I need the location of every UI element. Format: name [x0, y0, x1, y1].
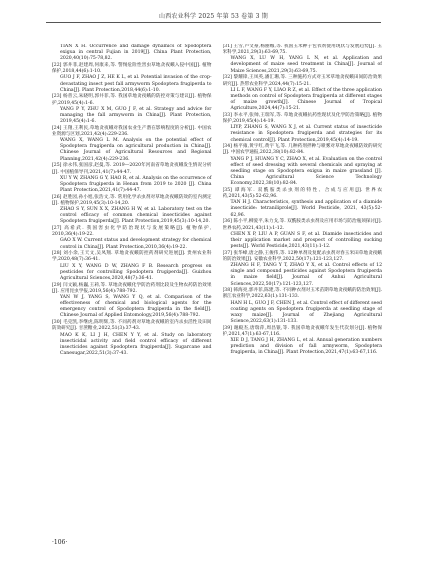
reference-chinese-text: 高希武. 我国害虫化学防治现状与发展策略[J]. 植物保护, 2010,36(4):19-22. [52, 226, 212, 238]
reference-entry [223, 219, 383, 250]
reference-number: [33] [222, 112, 232, 118]
reference-english-text: ZHANG H F, TANG Y T, ZHAO Y X, et al. Control effects of 12 single and compound pesticides against Spodoptera frugiperda in maize field[J]. Journal of Anhui Agricultural Sciences,2022,50(17):121-123,127. [230, 263, 382, 287]
reference-entry [223, 75, 383, 112]
reference-english-text: MAO K K, LI J H, CHEN Y Y, et al. Study on laboratory insecticidal activity and field control efficacy of different insecticides against Spodoptera frugiperda[J]. Sugarcane and Canesugar,2022,51(3):37-43. [60, 332, 212, 356]
reference-entry [52, 94, 212, 125]
reference-english-text: XU Y W, ZHANG G Y, HAO R, et al. Analysis on the occurrence of Spodoptera frugiperda in Henan from 2019 to 2020 [J]. China Plant Protection,2021,41(7):44-47. [60, 175, 212, 193]
reference-chinese-text: 杨普云,朱晓明,郭井菲,等. 我国草地贪夜蛾的防控对策与建议[J]. 植物保护,2019,45(4):1-6. [52, 94, 212, 106]
reference-number: [30] [52, 320, 62, 326]
reference-number: [39] [222, 325, 232, 331]
reference-number: [29] [52, 282, 62, 288]
page-number: ·106· [52, 539, 68, 546]
reference-chinese-text: 刘小余,王天文,吴凤翔. 草地贪夜蛾防控药剂研究进展[J]. 贵州农业科学,2020,48(7):36-41. [52, 251, 212, 263]
reference-entry [52, 126, 212, 163]
reference-number: [36] [222, 219, 232, 225]
reference-entry [52, 251, 212, 282]
reference-chinese-text: 张华峰,唐之静,王俊伟,等. 12种单剂及复配杀虫剂对春玉米田草地贪夜蛾的防治效果[J]. 安徽农业科学,2022,50(17):121-123,127. [222, 250, 382, 262]
reference-number: [24] [52, 125, 62, 131]
reference-english-text: HAN H L, GUO J F, CHEN J, et al. Control effect of different seed coating agents on Spodoptera frugiperda at seedling stage of waxy maize[J]. Journal of Zhejiang Agricultural Science,2022,63(1):131-133. [230, 300, 382, 325]
reference-english-text: LI L F, WANG F Y, LIAO R Z, et al. Effect of the three application methods on control of Spodoptera frugiperda at different stages of maize growth[J]. Chinese Journal of Tropical Agriculture,2024,44(7):15-21. [230, 87, 382, 112]
reference-english-text: ZHAO S Y, SUN X X, ZHANG H W, et al. Laboratory test on the control efficacy of common chemical insecticides against Spodoptera frugiperda[J]. Plant Protection,2019,45(3):10-14,20. [60, 207, 212, 225]
reference-chinese-text: 陈小平,柳爱平,朱力戈,等. 双酰胺类杀虫剂及应用市场与防治瓶颈探讨[J]. 世界农药,2021,43(11):1-12. [222, 219, 382, 231]
reference-number: [38] [222, 288, 232, 294]
reference-english-text: YANG P J, HUANG Y C, ZHAO X, et al. Evaluation on the control effect of seed dressing with several chemicals and spraying at seedling stage on Spodoptera exigua in maize grassland [J]. China Agricultural Science Technology Economy,2022,38(10):82-84. [230, 156, 382, 187]
reference-entry [223, 44, 383, 75]
reference-entry [223, 113, 383, 144]
header-divider [46, 22, 381, 23]
reference-chinese-text: 郭井菲,赵建周,何康来,等. 警惕危险性害虫草地贪夜蛾入侵中国[J]. 植物保护,2018,44(6):1-10. [52, 63, 212, 75]
reference-number: [31] [222, 44, 232, 49]
reference-entry [223, 144, 383, 187]
reference-number: [32] [222, 75, 232, 81]
reference-chinese-text: 杨平雍,黄宇红,黄宇飞,等. 几种药剂拌种与喷雾对草地贪夜蛾防效的研究[J]. 中国农学通报,2022,38(10):82-84. [222, 144, 382, 156]
reference-chinese-text: 李永平,张帅,王瑞军,等. 草地贪夜蛾抗药性现状及化学防治策略[J]. 植物保护,2019,45(4):14-19. [222, 112, 382, 125]
reference-chinese-text: 王雪,卢文豪,杨丽娜,等. 我国玉米种子包衣剂使用现状与发展趋势[J]. 玉米科学,2021,29(3):63-69,75. [222, 44, 382, 56]
reference-number: [27] [52, 226, 62, 232]
reference-entry [223, 188, 383, 219]
reference-chinese-text: 王翔,王利民,草地贪夜蛾对我国农业生产潜在影响程度的分析[J]. 中国农业资源与区划,2021,42(4):229-236. [52, 125, 212, 137]
reference-english-text: LIU X Y, WANG D W, ZHANG F B. Research progress on pesticides for controlling Spodoptera frugiperda[J]. Guizhou Agricultural Sciences,2020,48(7):36-41. [60, 263, 212, 281]
reference-english-text: XIE D J, TANG J H, ZHANG L, et al. Annual generation numbers prediction and division of fall armyworm, Spodoptera frugiperda, in China[J]. Plant Protection,2021,47(1):63-67,116. [230, 338, 382, 356]
reference-english-text: WANG X, LU W H, YANG L N, et al. Application and development of maize seed treatment in China[J]. Journal of Maize Sciences,2021,29(3):63-69,75. [230, 56, 382, 74]
reference-number: [37] [222, 250, 232, 256]
reference-english-text: GUO J F, ZHAO J Z, HE K L, et al. Potential invasion of the crop-devastating insect pest fall armyworm Spodoptera frugiperda to China[J]. Plant Protection,2018,44(6):1-10. [60, 75, 212, 93]
reference-chinese-text: 谢殿杰,唐瑞萍,周昌银,等. 我国草地贪夜蛾年发生代次划分[J]. 植物保护,2021,47(1):63-67,116. [222, 325, 382, 337]
reference-chinese-text: 黎耀锋,王凤英,潘汇珊,等. 三种施药方式对玉米草地贪夜蛾田间防治效果研究[J]. 热带农业科学,2024,44(7):15-21. [222, 75, 382, 87]
reference-english-text: TAN H J. Characteristics, synthesis and application of a diamide insecticide: tetraniliprole[J]. World Pesticide, 2021, 43(5):52-62,96. [230, 200, 382, 218]
reference-number: [23] [52, 94, 62, 100]
reference-entry [52, 63, 212, 94]
running-header [0, 0, 427, 20]
reference-number: [26] [52, 194, 62, 200]
reference-chinese-text: 赵胜园,孙小旭,张浩文,等. 常用化学杀虫剂对草地贪夜蛾防效的室内测定[J]. 植物保护,2019,45(3):10-14,20. [52, 194, 212, 206]
reference-entry [52, 44, 212, 62]
reference-english-text: LIYP, ZHANG S, WANG X J, et al. Current status of insecticide resistance in Spodoptera frugiperda and strategies for its chemical control[J]. Plant Protection,2019,45(4):14-19. [230, 125, 382, 143]
reference-entry [52, 195, 212, 226]
reference-column-right [223, 44, 383, 524]
reference-entry [223, 326, 383, 357]
reference-chinese-text: 徐永伟,张国彦,赵曼,等. 2019—2020年河南省草地贪夜蛾发生情况分析[J]. 中国植保导刊,2021,41(7):44-47. [52, 163, 212, 175]
reference-english-text: YAN W J, YANG S, WANG Y Q, et al. Comparison of the effectiveness of chemical and biological agents for the emergency control of Spodoptera frugiperda in the field[J]. Chinese Journal of Applied Entomology,2019,56(4):788-792. [60, 295, 212, 319]
reference-entry [52, 163, 212, 194]
reference-english-text: YANG P Y, ZHU X M, GUO J F, et al. Strategy and advice for managing the fall armyworm in China[J]. Plant Protection, 2019,45(4):1-6. [60, 106, 212, 125]
reference-number: [22] [52, 63, 62, 69]
reference-english-text: TIAN X H. Occurrence and damage dynamics of Spodoptera exigua in central Fujian in 2019[J]. China Plant Protection, 2020,40(10):75-78,82. [60, 44, 212, 62]
references-body [52, 44, 382, 524]
reference-chinese-text: 韩海亮,郭井菲,陈建,等. 不同种衣剂对玉米苗期草地贪夜蛾的防治效果[J]. 浙江农业科学,2022,63(1):131-133. [222, 288, 382, 300]
reference-entry [52, 320, 212, 357]
reference-entry [52, 283, 212, 320]
reference-english-text: GAO X W. Current status and development strategy for chemical control in China[J]. Plant Protection,2010,36(4):19-22. [60, 238, 212, 250]
reference-number: [35] [222, 187, 232, 193]
reference-number: [28] [52, 251, 62, 257]
journal-header-title: 山西农业科学 2025 年第 53 卷第 3 期 [159, 13, 268, 20]
reference-english-text: WANG X, WANG L M. Analysis on the potential effect of Spodoptera frugiperda on agricultural production in China[J]. Chinese Journal of Agricultural Resources and Regional Planning,2021,42(4):229-236. [60, 138, 212, 162]
reference-number: [34] [222, 144, 232, 150]
reference-chinese-text: 毛克凯,李继虎,陈明辉,等. 不同药剂对草地贪夜蛾的室内杀虫活性及田间防效研究[J]. 甘蔗糖业,2022,51(3):37-43. [52, 320, 212, 332]
reference-column-left [52, 44, 212, 524]
reference-chinese-text: 谭海军. 双酰胺类杀虫剂的特性、合成与应用[J]. 世界农药,2021,43(5):52-62,96. [222, 187, 382, 200]
reference-entry [223, 251, 383, 288]
reference-entry [223, 288, 383, 325]
reference-number: [25] [52, 163, 62, 169]
reference-english-text: CHEN X P, LIU A P, GUAN S F, et al. Diamide insecticides and their application market and prospect of controlling sucking pests[J]. World Pesticide,2021,43(11):1-12. [230, 231, 382, 249]
reference-entry [52, 226, 212, 251]
reference-chinese-text: 闫文颖,杨巍,王莉,等. 草地贪夜蛾化学防治药剂比较及生物农药防治效果[J]. 应用昆虫学报,2019,56(4):788-792. [52, 282, 212, 294]
